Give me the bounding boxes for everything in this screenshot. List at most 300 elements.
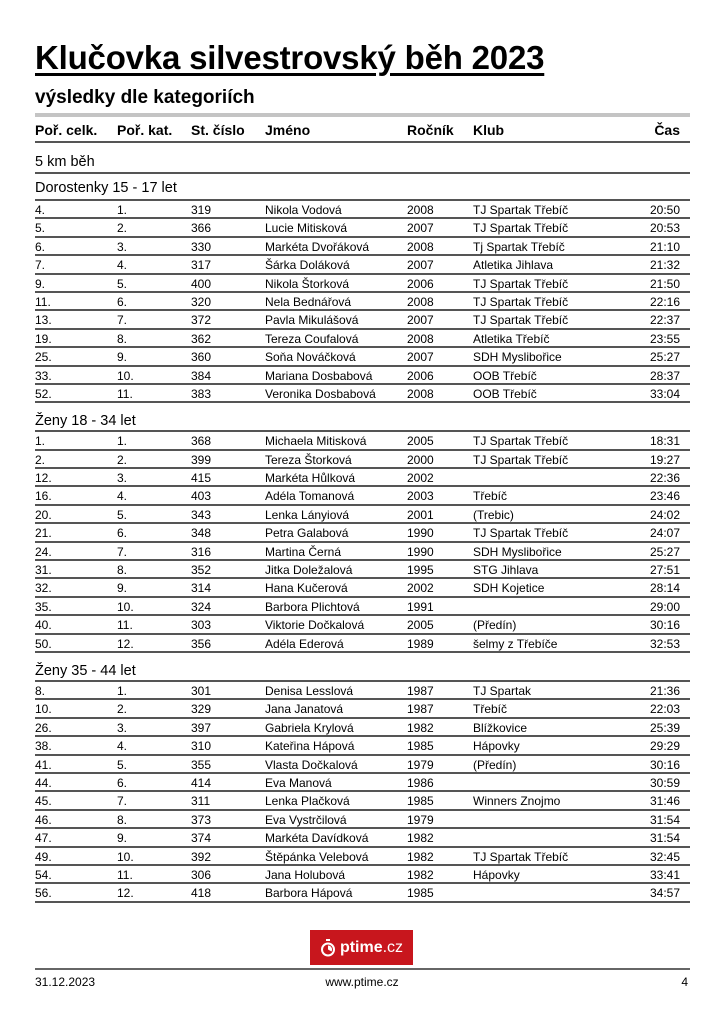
cell-birth-year: 1985 [407, 739, 434, 754]
cell-birth-year: 1987 [407, 702, 434, 717]
cell-runner-name: Michaela Mitisková [265, 434, 367, 449]
cell-category-rank: 3. [117, 239, 128, 254]
cell-runner-name: Nela Bednářová [265, 294, 352, 309]
table-row [35, 330, 690, 348]
table-row [35, 385, 690, 403]
cell-club: TJ Spartak Třebíč [473, 221, 569, 236]
cell-club: Atletika Třebíč [473, 331, 550, 346]
cell-bib-number: 329 [191, 702, 212, 717]
cell-club: SDH Kojetice [473, 581, 545, 596]
cell-bib-number: 314 [191, 581, 212, 596]
cell-birth-year: 2006 [407, 368, 434, 383]
cell-birth-year: 1985 [407, 886, 434, 901]
cell-bib-number: 366 [191, 221, 212, 236]
cell-runner-name: Štěpánka Velebová [265, 849, 369, 864]
table-row [35, 293, 690, 311]
cell-birth-year: 1986 [407, 775, 434, 790]
cell-birth-year: 2002 [407, 581, 434, 596]
ptime-logo [310, 930, 413, 965]
cell-overall-rank: 2. [35, 452, 46, 467]
cell-runner-name: Lucie Mitisková [265, 221, 348, 236]
cell-overall-rank: 4. [35, 203, 46, 217]
category-heading [35, 655, 690, 682]
cell-runner-name: Lenka Plačková [265, 794, 350, 809]
cell-time: 23:55 [649, 331, 680, 346]
cell-bib-number: 311 [191, 794, 211, 809]
cell-time: 22:16 [649, 294, 680, 309]
table-row [35, 469, 690, 487]
cell-birth-year: 2008 [407, 203, 434, 217]
cell-time: 21:10 [649, 239, 680, 254]
cell-bib-number: 352 [191, 563, 212, 578]
cell-time: 21:50 [649, 276, 680, 291]
cell-birth-year: 2008 [407, 294, 434, 309]
cell-bib-number: 306 [191, 867, 212, 882]
table-row [35, 487, 690, 505]
cell-overall-rank: 7. [35, 258, 46, 273]
cell-birth-year: 2008 [407, 239, 434, 254]
cell-bib-number: 397 [191, 720, 212, 735]
cell-category-rank: 1. [117, 203, 128, 217]
cell-club: Blížkovice [473, 720, 528, 735]
cell-overall-rank: 35. [35, 599, 52, 614]
cell-overall-rank: 56. [35, 886, 52, 901]
cell-bib-number: 301 [191, 683, 212, 698]
cell-runner-name: Jana Holubová [265, 867, 346, 882]
cell-category-rank: 2. [117, 221, 128, 236]
cell-overall-rank: 38. [35, 739, 52, 754]
cell-time: 22:37 [649, 313, 680, 328]
cell-club: SDH Myslibořice [473, 350, 562, 365]
cell-birth-year: 2007 [407, 221, 434, 236]
table-row [35, 792, 690, 810]
table-row [35, 367, 690, 385]
cell-birth-year: 2002 [407, 471, 434, 486]
cell-overall-rank: 8. [35, 683, 46, 698]
cell-bib-number: 303 [191, 618, 212, 633]
cell-time: 20:53 [649, 221, 680, 236]
cell-runner-name: Markéta Davídková [265, 831, 369, 846]
cell-club: TJ Spartak Třebíč [473, 452, 569, 467]
cell-club: (Trebic) [473, 507, 514, 522]
cell-category-rank: 8. [117, 331, 128, 346]
cell-birth-year: 1982 [407, 720, 434, 735]
cell-bib-number: 355 [191, 757, 212, 772]
cell-time: 29:29 [649, 739, 680, 754]
cell-category-rank: 4. [117, 258, 128, 273]
cell-birth-year: 1982 [407, 831, 434, 846]
cell-overall-rank: 50. [35, 636, 52, 651]
logo-tld: .cz [382, 938, 404, 956]
table-row [35, 635, 690, 653]
table-row [35, 774, 690, 792]
cell-overall-rank: 20. [35, 507, 52, 522]
cell-runner-name: Petra Galabová [265, 526, 349, 541]
cell-runner-name: Markéta Dvořáková [265, 239, 370, 254]
cell-overall-rank: 13. [35, 313, 52, 328]
cell-bib-number: 320 [191, 294, 212, 309]
cell-bib-number: 368 [191, 434, 212, 449]
cell-birth-year: 1985 [407, 794, 434, 809]
cell-runner-name: Adéla Tomanová [265, 489, 355, 504]
stopwatch-icon [320, 939, 336, 957]
cell-time: 20:50 [649, 203, 680, 217]
race-name: 5 km běh [35, 154, 95, 170]
cell-category-rank: 10. [117, 849, 134, 864]
cell-club: STG Jihlava [473, 563, 539, 578]
cell-overall-rank: 24. [35, 544, 52, 559]
cell-runner-name: Denisa Lesslová [265, 683, 354, 698]
cell-birth-year: 2005 [407, 618, 434, 633]
table-row [35, 579, 690, 597]
cell-overall-rank: 6. [35, 239, 46, 254]
cell-runner-name: Tereza Štorková [265, 452, 352, 467]
table-row [35, 756, 690, 774]
cell-overall-rank: 52. [35, 386, 52, 401]
cell-bib-number: 392 [191, 849, 212, 864]
cell-time: 30:16 [649, 618, 680, 633]
cell-time: 34:57 [649, 886, 680, 901]
cell-category-rank: 10. [117, 368, 134, 383]
cell-club: TJ Spartak Třebíč [473, 276, 569, 291]
cell-time: 31:54 [649, 831, 680, 846]
cell-club: TJ Spartak Třebíč [473, 294, 569, 309]
cell-time: 22:36 [649, 471, 680, 486]
category-name: Dorostenky 15 - 17 let [35, 180, 177, 196]
cell-club: Winners Znojmo [473, 794, 561, 809]
table-row [35, 848, 690, 866]
category-name: Ženy 18 - 34 let [35, 413, 136, 430]
cell-club: Třebíč [473, 702, 508, 717]
table-row [35, 616, 690, 634]
cell-runner-name: Viktorie Dočkalová [265, 618, 365, 633]
cell-overall-rank: 10. [35, 702, 52, 717]
table-row [35, 829, 690, 847]
header-club: Klub [473, 122, 505, 138]
cell-runner-name: Pavla Mikulášová [265, 313, 359, 328]
race-heading [35, 143, 690, 174]
cell-birth-year: 2007 [407, 313, 434, 328]
cell-time: 32:53 [649, 636, 680, 651]
cell-runner-name: Mariana Dosbabová [265, 368, 373, 383]
cell-overall-rank: 9. [35, 276, 46, 291]
table-row [35, 506, 690, 524]
logo-brand: ptime [339, 938, 383, 956]
cell-overall-rank: 1. [35, 434, 46, 449]
results-table [35, 118, 690, 903]
cell-category-rank: 11. [117, 386, 133, 401]
category-heading [35, 174, 690, 201]
cell-club: TJ Spartak Třebíč [473, 434, 569, 449]
cell-bib-number: 343 [191, 507, 212, 522]
cell-runner-name: Barbora Plichtová [265, 599, 360, 614]
cell-club: Atletika Jihlava [473, 258, 554, 273]
cell-runner-name: Soňa Nováčková [265, 350, 356, 365]
cell-runner-name: Šárka Doláková [265, 258, 350, 273]
cell-category-rank: 8. [117, 563, 128, 578]
cell-club: OOB Třebíč [473, 386, 537, 401]
cell-category-rank: 12. [117, 886, 134, 901]
table-row [35, 311, 690, 329]
cell-birth-year: 2006 [407, 276, 434, 291]
cell-category-rank: 9. [117, 831, 128, 846]
table-header [35, 118, 690, 143]
cell-birth-year: 1979 [407, 812, 434, 827]
cell-bib-number: 330 [191, 239, 212, 254]
cell-overall-rank: 32. [35, 581, 52, 596]
cell-club: Třebíč [473, 489, 508, 504]
cell-runner-name: Markéta Hůlková [265, 471, 356, 486]
cell-runner-name: Jana Janatová [265, 702, 344, 717]
table-row [35, 700, 690, 718]
cell-bib-number: 383 [191, 386, 212, 401]
cell-runner-name: Vlasta Dočkalová [265, 757, 358, 772]
cell-category-rank: 2. [117, 702, 128, 717]
header-bib-number: St. číslo [191, 122, 245, 138]
cell-birth-year: 2007 [407, 350, 434, 365]
cell-runner-name: Hana Kučerová [265, 581, 348, 596]
cell-overall-rank: 40. [35, 618, 52, 633]
cell-overall-rank: 19. [35, 331, 52, 346]
cell-overall-rank: 5. [35, 221, 46, 236]
cell-category-rank: 9. [117, 350, 128, 365]
cell-category-rank: 11. [117, 618, 133, 633]
cell-overall-rank: 25. [35, 350, 52, 365]
cell-time: 25:27 [649, 350, 680, 365]
cell-time: 31:46 [649, 794, 680, 809]
cell-category-rank: 10. [117, 599, 134, 614]
cell-club: SDH Myslibořice [473, 544, 562, 559]
cell-bib-number: 310 [191, 739, 212, 754]
cell-runner-name: Tereza Coufalová [265, 331, 359, 346]
cell-category-rank: 7. [117, 794, 128, 809]
cell-club: TJ Spartak Třebíč [473, 203, 569, 217]
cell-bib-number: 324 [191, 599, 212, 614]
cell-overall-rank: 31. [35, 563, 52, 578]
cell-bib-number: 400 [191, 276, 212, 291]
category-name: Ženy 35 - 44 let [35, 662, 136, 679]
cell-club: Hápovky [473, 739, 520, 754]
cell-overall-rank: 33. [35, 368, 52, 383]
cell-category-rank: 12. [117, 636, 134, 651]
cell-overall-rank: 44. [35, 775, 52, 790]
cell-club: Tj Spartak Třebíč [473, 239, 565, 254]
cell-birth-year: 2008 [407, 386, 434, 401]
cell-overall-rank: 47. [35, 831, 52, 846]
cell-bib-number: 403 [191, 489, 212, 504]
cell-bib-number: 415 [191, 471, 212, 486]
table-row [35, 256, 690, 274]
cell-overall-rank: 21. [35, 526, 52, 541]
cell-club: TJ Spartak Třebíč [473, 849, 569, 864]
cell-birth-year: 1995 [407, 563, 434, 578]
table-row [35, 451, 690, 469]
cell-category-rank: 1. [117, 434, 128, 449]
cell-runner-name: Nikola Vodová [265, 203, 342, 217]
cell-runner-name: Veronika Dosbabová [265, 386, 376, 401]
cell-bib-number: 414 [191, 775, 212, 790]
cell-birth-year: 1982 [407, 867, 434, 882]
cell-overall-rank: 46. [35, 812, 52, 827]
footer-date: 31.12.2023 [35, 975, 96, 989]
cell-time: 33:04 [649, 386, 680, 401]
cell-bib-number: 418 [191, 886, 212, 901]
cell-birth-year: 2001 [407, 507, 434, 522]
table-row [35, 219, 690, 237]
table-row [35, 524, 690, 542]
cell-club: TJ Spartak Třebíč [473, 313, 569, 328]
cell-time: 28:37 [649, 368, 680, 383]
cell-club: šelmy z Třebíče [473, 636, 558, 651]
cell-bib-number: 356 [191, 636, 212, 651]
cell-birth-year: 2005 [407, 434, 434, 449]
cell-category-rank: 9. [117, 581, 128, 596]
cell-bib-number: 373 [191, 812, 212, 827]
cell-category-rank: 5. [117, 757, 128, 772]
cell-time: 25:27 [649, 544, 680, 559]
cell-bib-number: 316 [191, 544, 212, 559]
cell-category-rank: 4. [117, 739, 128, 754]
table-row [35, 201, 690, 219]
cell-birth-year: 1990 [407, 544, 434, 559]
table-row [35, 682, 690, 700]
cell-time: 28:14 [649, 581, 680, 596]
header-name: Jméno [265, 122, 311, 138]
cell-time: 23:46 [649, 489, 680, 504]
footer-divider [35, 968, 690, 970]
cell-category-rank: 11. [117, 867, 133, 882]
cell-category-rank: 2. [117, 452, 128, 467]
cell-category-rank: 3. [117, 720, 128, 735]
cell-runner-name: Eva Vystrčilová [265, 812, 347, 827]
cell-category-rank: 6. [117, 526, 128, 541]
cell-time: 24:02 [649, 507, 680, 522]
cell-time: 27:51 [649, 563, 680, 578]
cell-runner-name: Barbora Hápová [265, 886, 353, 901]
cell-runner-name: Nikola Štorková [265, 276, 350, 291]
cell-time: 32:45 [649, 849, 680, 864]
table-row [35, 719, 690, 737]
cell-birth-year: 1982 [407, 849, 434, 864]
cell-bib-number: 362 [191, 331, 212, 346]
table-row [35, 432, 690, 450]
cell-birth-year: 1990 [407, 526, 434, 541]
cell-overall-rank: 26. [35, 720, 52, 735]
categories-container [35, 174, 690, 903]
cell-overall-rank: 49. [35, 849, 52, 864]
cell-birth-year: 1987 [407, 683, 434, 698]
header-birth-year: Ročník [407, 122, 454, 138]
cell-time: 30:59 [649, 775, 680, 790]
header-category-rank: Poř. kat. [117, 122, 173, 138]
cell-time: 25:39 [649, 720, 680, 735]
cell-overall-rank: 41. [35, 757, 52, 772]
cell-time: 18:31 [649, 434, 680, 449]
table-row [35, 866, 690, 884]
cell-category-rank: 5. [117, 276, 128, 291]
cell-runner-name: Adéla Ederová [265, 636, 344, 651]
header-overall-rank: Poř. celk. [35, 122, 98, 138]
cell-runner-name: Lenka Lányiová [265, 507, 350, 522]
cell-time: 30:16 [649, 757, 680, 772]
cell-category-rank: 8. [117, 812, 128, 827]
cell-time: 33:41 [649, 867, 680, 882]
table-row [35, 884, 690, 902]
cell-bib-number: 348 [191, 526, 212, 541]
cell-runner-name: Jitka Doležalová [265, 563, 353, 578]
cell-birth-year: 1979 [407, 757, 434, 772]
cell-bib-number: 360 [191, 350, 212, 365]
cell-birth-year: 2003 [407, 489, 434, 504]
cell-runner-name: Martina Černá [265, 544, 342, 559]
cell-overall-rank: 12. [35, 471, 52, 486]
document-title: Klučovka silvestrovský běh 2023 [35, 39, 545, 76]
cell-category-rank: 6. [117, 775, 128, 790]
cell-runner-name: Kateřina Hápová [265, 739, 355, 754]
cell-bib-number: 317 [191, 258, 212, 273]
cell-category-rank: 4. [117, 489, 128, 504]
cell-club: (Předín) [473, 618, 517, 633]
cell-time: 19:27 [649, 452, 680, 467]
table-row [35, 275, 690, 293]
cell-club: TJ Spartak [473, 683, 532, 698]
cell-birth-year: 2007 [407, 258, 434, 273]
cell-bib-number: 399 [191, 452, 212, 467]
cell-bib-number: 372 [191, 313, 212, 328]
cell-overall-rank: 16. [35, 489, 52, 504]
cell-category-rank: 7. [117, 313, 128, 328]
table-row [35, 238, 690, 256]
cell-time: 29:00 [649, 599, 680, 614]
cell-category-rank: 5. [117, 507, 128, 522]
category-heading [35, 405, 690, 432]
cell-overall-rank: 45. [35, 794, 52, 809]
table-row [35, 811, 690, 829]
cell-club: OOB Třebíč [473, 368, 537, 383]
footer-page-number: 4 [681, 975, 688, 989]
cell-time: 22:03 [649, 702, 680, 717]
header-divider [35, 113, 690, 117]
table-row [35, 543, 690, 561]
cell-category-rank: 1. [117, 683, 128, 698]
cell-category-rank: 3. [117, 471, 128, 486]
cell-club: TJ Spartak Třebíč [473, 526, 569, 541]
footer-url[interactable]: www.ptime.cz [325, 975, 399, 989]
cell-overall-rank: 11. [35, 294, 51, 309]
cell-birth-year: 2008 [407, 331, 434, 346]
cell-time: 21:36 [649, 683, 680, 698]
table-row [35, 598, 690, 616]
cell-bib-number: 384 [191, 368, 212, 383]
cell-bib-number: 374 [191, 831, 212, 846]
cell-runner-name: Eva Manová [265, 775, 332, 790]
cell-runner-name: Gabriela Krylová [265, 720, 354, 735]
cell-club: (Předín) [473, 757, 517, 772]
table-row [35, 561, 690, 579]
logo-text [340, 939, 403, 957]
cell-time: 24:07 [649, 526, 680, 541]
header-time: Čas [654, 122, 680, 138]
cell-bib-number: 319 [191, 203, 212, 217]
cell-category-rank: 6. [117, 294, 128, 309]
cell-birth-year: 2000 [407, 452, 434, 467]
table-row [35, 737, 690, 755]
cell-time: 31:54 [649, 812, 680, 827]
table-row [35, 348, 690, 366]
cell-club: Hápovky [473, 867, 520, 882]
cell-birth-year: 1991 [407, 599, 434, 614]
cell-time: 21:32 [649, 258, 680, 273]
